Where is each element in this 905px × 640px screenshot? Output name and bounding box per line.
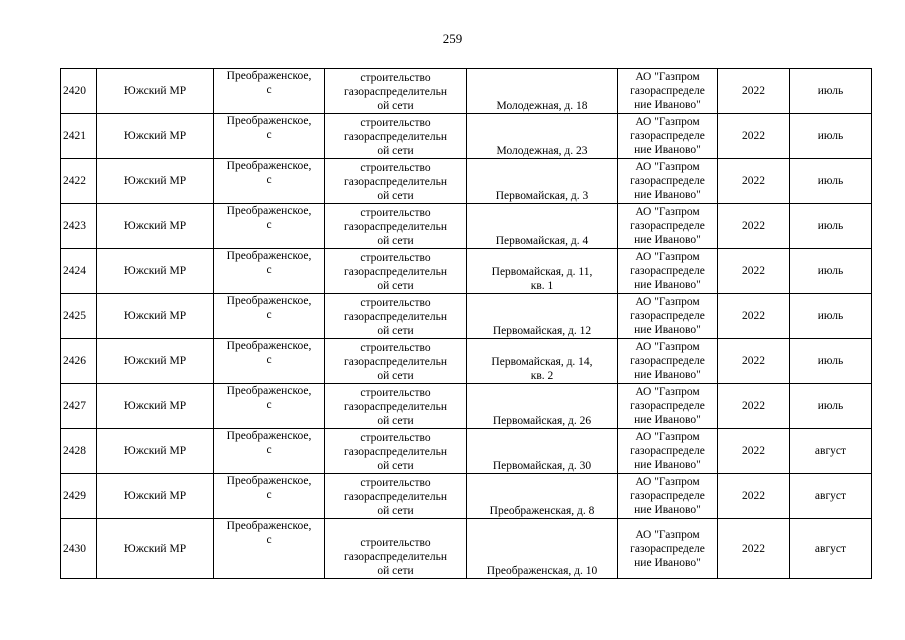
settlement-line: с	[266, 174, 272, 186]
organization-line: ние Иваново"	[634, 189, 701, 201]
work-type-line: строительство	[360, 432, 431, 444]
row-number-cell: 2429	[61, 474, 97, 519]
address-cell	[467, 429, 618, 474]
address-cell	[467, 69, 618, 114]
settlement-line: Преображенское,	[226, 520, 312, 532]
work-type-line: строительство	[360, 252, 431, 264]
settlement-cell	[214, 339, 325, 384]
district-cell: Южский МР	[97, 474, 214, 519]
address-cell	[467, 204, 618, 249]
year-cell: 2022	[718, 204, 790, 249]
organization-line: газораспределе	[630, 490, 705, 502]
table-row	[61, 384, 872, 429]
settlement-cell	[214, 159, 325, 204]
organization-line: АО "Газпром	[635, 528, 700, 541]
work-type-line: строительство	[360, 342, 431, 354]
settlement-line: Преображенское,	[226, 205, 312, 217]
address-line: Первомайская, д. 3	[495, 190, 589, 202]
organization-cell	[618, 69, 718, 114]
settlement-line: Преображенское,	[226, 70, 312, 82]
district-cell: Южский МР	[97, 249, 214, 294]
month-cell: июль	[790, 69, 872, 114]
organization-line: АО "Газпром	[635, 251, 700, 263]
year-cell: 2022	[718, 384, 790, 429]
address-line: Молодежная, д. 23	[496, 145, 588, 157]
settlement-cell	[214, 114, 325, 159]
year-cell: 2022	[718, 249, 790, 294]
address-line: Первомайская, д. 30	[492, 460, 592, 472]
organization-cell	[618, 294, 718, 339]
year-cell: 2022	[718, 519, 790, 579]
organization-cell	[618, 474, 718, 519]
organization-line: ние Иваново"	[634, 144, 701, 156]
organization-line: газораспределе	[630, 265, 705, 277]
address-cell	[467, 519, 618, 579]
work-type-line: газораспределительн	[344, 131, 447, 143]
table-row	[61, 519, 872, 579]
year-cell: 2022	[718, 114, 790, 159]
organization-line: газораспределе	[630, 310, 705, 322]
work-type-cell	[325, 204, 467, 249]
table-row	[61, 204, 872, 249]
settlement-line: с	[266, 354, 272, 366]
settlement-cell	[214, 384, 325, 429]
table-row	[61, 294, 872, 339]
settlement-line: с	[266, 219, 272, 231]
organization-line: ние Иваново"	[634, 504, 701, 516]
row-number-cell: 2427	[61, 384, 97, 429]
work-type-line: ой сети	[377, 325, 414, 337]
settlement-line: с	[266, 309, 272, 321]
organization-line: АО "Газпром	[635, 71, 700, 83]
organization-line: АО "Газпром	[635, 431, 700, 443]
row-number-cell: 2422	[61, 159, 97, 204]
district-cell: Южский МР	[97, 294, 214, 339]
organization-cell	[618, 339, 718, 384]
table-row	[61, 429, 872, 474]
address-line: кв. 2	[530, 370, 554, 382]
organization-line: АО "Газпром	[635, 296, 700, 308]
work-type-line: ой сети	[377, 100, 414, 112]
organization-line: АО "Газпром	[635, 341, 700, 353]
address-line: Первомайская, д. 11,	[491, 266, 593, 278]
month-cell: август	[790, 519, 872, 579]
year-cell: 2022	[718, 294, 790, 339]
work-type-line: ой сети	[377, 460, 414, 472]
month-cell: июль	[790, 114, 872, 159]
organization-line: АО "Газпром	[635, 161, 700, 173]
work-type-line: газораспределительн	[344, 266, 447, 278]
district-cell: Южский МР	[97, 384, 214, 429]
table-body	[61, 69, 872, 579]
row-number-cell: 2428	[61, 429, 97, 474]
table-row	[61, 339, 872, 384]
organization-cell	[618, 519, 718, 579]
settlement-line: Преображенское,	[226, 160, 312, 172]
work-type-cell	[325, 69, 467, 114]
work-type-cell	[325, 339, 467, 384]
address-line: Первомайская, д. 12	[492, 325, 592, 337]
work-type-cell	[325, 474, 467, 519]
table-row	[61, 69, 872, 114]
settlement-line: Преображенское,	[226, 430, 312, 442]
organization-cell	[618, 249, 718, 294]
work-type-line: газораспределительн	[344, 551, 447, 563]
work-type-line: ой сети	[377, 280, 414, 292]
work-type-line: ой сети	[377, 145, 414, 157]
district-cell: Южский МР	[97, 519, 214, 579]
organization-line: ние Иваново"	[634, 99, 701, 111]
settlement-line: Преображенское,	[226, 115, 312, 127]
work-type-cell	[325, 429, 467, 474]
work-type-line: строительство	[360, 162, 431, 174]
district-cell: Южский МР	[97, 114, 214, 159]
month-cell: август	[790, 474, 872, 519]
table-row	[61, 474, 872, 519]
row-number-cell: 2420	[61, 69, 97, 114]
settlement-line: Преображенское,	[226, 385, 312, 397]
address-line: Первомайская, д. 4	[495, 235, 589, 247]
work-type-line: строительство	[360, 207, 431, 219]
work-type-line: газораспределительн	[344, 86, 447, 98]
district-cell: Южский МР	[97, 159, 214, 204]
organization-line: ние Иваново"	[634, 234, 701, 246]
organization-line: газораспределе	[630, 400, 705, 412]
address-line: Молодежная, д. 18	[496, 100, 588, 112]
settlement-line: с	[266, 129, 272, 141]
year-cell: 2022	[718, 474, 790, 519]
settlement-cell	[214, 294, 325, 339]
month-cell: июль	[790, 204, 872, 249]
settlement-cell	[214, 474, 325, 519]
settlement-line: Преображенское,	[226, 475, 312, 487]
organization-cell	[618, 114, 718, 159]
row-number-cell: 2424	[61, 249, 97, 294]
address-line: Преображенская, д. 10	[486, 565, 598, 577]
work-type-line: ой сети	[377, 415, 414, 427]
gasification-schedule-table	[60, 68, 872, 579]
settlement-line: с	[266, 264, 272, 276]
work-type-line: ой сети	[377, 565, 414, 577]
work-type-cell	[325, 249, 467, 294]
address-line: Преображенская, д. 8	[489, 505, 595, 517]
table-row	[61, 114, 872, 159]
work-type-line: ой сети	[377, 190, 414, 202]
row-number-cell: 2430	[61, 519, 97, 579]
organization-line: газораспределе	[630, 355, 705, 367]
month-cell: июль	[790, 159, 872, 204]
organization-line: АО "Газпром	[635, 386, 700, 398]
settlement-line: Преображенское,	[226, 295, 312, 307]
address-line: Первомайская, д. 26	[492, 415, 592, 427]
year-cell: 2022	[718, 339, 790, 384]
organization-line: газораспределе	[630, 85, 705, 97]
settlement-line: Преображенское,	[226, 340, 312, 352]
row-number-cell: 2425	[61, 294, 97, 339]
organization-line: АО "Газпром	[635, 476, 700, 488]
organization-line: газораспределе	[630, 175, 705, 187]
organization-line: газораспределе	[630, 445, 705, 457]
settlement-cell	[214, 519, 325, 579]
work-type-line: газораспределительн	[344, 311, 447, 323]
address-line: Первомайская, д. 14,	[491, 356, 593, 368]
month-cell: август	[790, 429, 872, 474]
settlement-cell	[214, 429, 325, 474]
settlement-line: с	[266, 84, 272, 96]
settlement-line: с	[266, 399, 272, 411]
work-type-cell	[325, 519, 467, 579]
work-type-cell	[325, 294, 467, 339]
organization-cell	[618, 429, 718, 474]
district-cell: Южский МР	[97, 429, 214, 474]
organization-line: АО "Газпром	[635, 116, 700, 128]
work-type-line: строительство	[360, 477, 431, 489]
year-cell: 2022	[718, 159, 790, 204]
district-cell: Южский МР	[97, 204, 214, 249]
work-type-cell	[325, 384, 467, 429]
settlement-line: с	[266, 534, 272, 546]
organization-line: ние Иваново"	[634, 414, 701, 426]
work-type-line: ой сети	[377, 505, 414, 517]
organization-line: ние Иваново"	[634, 279, 701, 291]
organization-line: газораспределе	[630, 130, 705, 142]
settlement-line: Преображенское,	[226, 250, 312, 262]
district-cell: Южский МР	[97, 69, 214, 114]
address-cell	[467, 249, 618, 294]
organization-line: газораспределе	[630, 542, 705, 555]
organization-cell	[618, 159, 718, 204]
work-type-line: строительство	[360, 537, 431, 549]
organization-line: ние Иваново"	[634, 459, 701, 471]
work-type-line: ой сети	[377, 235, 414, 247]
address-cell	[467, 159, 618, 204]
work-type-line: газораспределительн	[344, 491, 447, 503]
settlement-cell	[214, 249, 325, 294]
organization-line: ние Иваново"	[634, 556, 701, 569]
table-row	[61, 159, 872, 204]
month-cell: июль	[790, 249, 872, 294]
organization-cell	[618, 384, 718, 429]
row-number-cell: 2426	[61, 339, 97, 384]
row-number-cell: 2421	[61, 114, 97, 159]
work-type-cell	[325, 159, 467, 204]
page-number: 259	[442, 31, 463, 46]
month-cell: июль	[790, 384, 872, 429]
month-cell: июль	[790, 339, 872, 384]
organization-cell	[618, 204, 718, 249]
work-type-line: газораспределительн	[344, 221, 447, 233]
district-cell: Южский МР	[97, 339, 214, 384]
organization-line: АО "Газпром	[635, 206, 700, 218]
year-cell: 2022	[718, 69, 790, 114]
work-type-line: газораспределительн	[344, 401, 447, 413]
organization-line: газораспределе	[630, 220, 705, 232]
work-type-line: газораспределительн	[344, 356, 447, 368]
work-type-line: строительство	[360, 387, 431, 399]
organization-line: ние Иваново"	[634, 324, 701, 336]
work-type-cell	[325, 114, 467, 159]
work-type-line: строительство	[360, 117, 431, 129]
address-line: кв. 1	[530, 280, 554, 292]
address-cell	[467, 474, 618, 519]
address-cell	[467, 114, 618, 159]
row-number-cell: 2423	[61, 204, 97, 249]
work-type-line: строительство	[360, 297, 431, 309]
month-cell: июль	[790, 294, 872, 339]
address-cell	[467, 294, 618, 339]
settlement-line: с	[266, 444, 272, 456]
work-type-line: газораспределительн	[344, 446, 447, 458]
work-type-line: ой сети	[377, 370, 414, 382]
work-type-line: строительство	[360, 72, 431, 84]
work-type-line: газораспределительн	[344, 176, 447, 188]
organization-line: ние Иваново"	[634, 369, 701, 381]
address-cell	[467, 384, 618, 429]
table-row	[61, 249, 872, 294]
settlement-cell	[214, 69, 325, 114]
address-cell	[467, 339, 618, 384]
settlement-line: с	[266, 489, 272, 501]
settlement-cell	[214, 204, 325, 249]
year-cell: 2022	[718, 429, 790, 474]
